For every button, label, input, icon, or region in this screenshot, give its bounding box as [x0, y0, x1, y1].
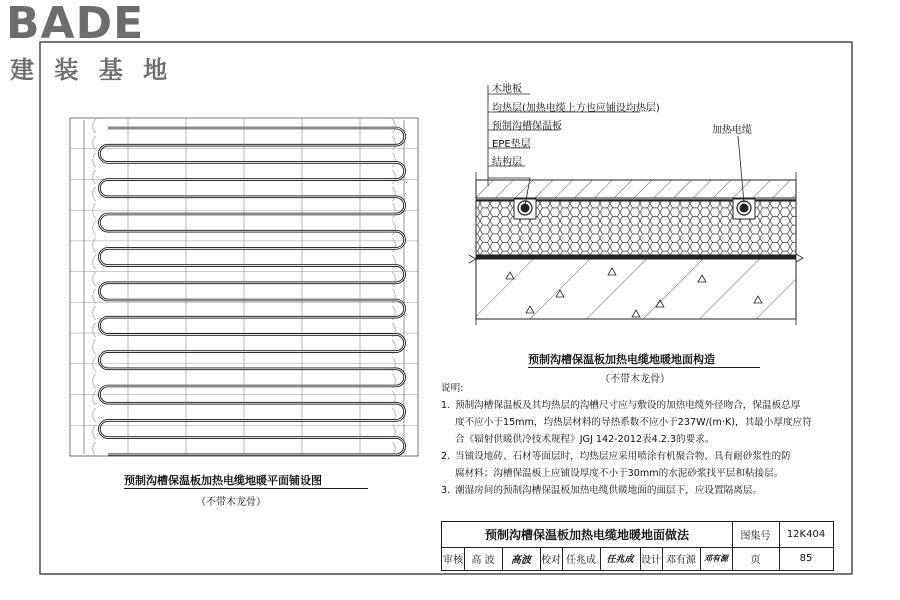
layer-epe: [476, 255, 796, 259]
signature-row: [442, 547, 732, 570]
heating-cable-path: [99, 128, 404, 455]
plan-title-underline: [124, 488, 368, 489]
drawing-title: 预制沟槽保温板加热电缆地暖地面做法: [484, 528, 689, 542]
section-view-subtitle: （不带木龙骨）: [600, 374, 670, 385]
page-number: 85: [799, 553, 813, 564]
notes-block: [441, 380, 841, 499]
designer-name: 邓有源: [666, 555, 696, 566]
layer-label-epe: EPE垫层: [492, 139, 531, 150]
end-groove-arc: [93, 391, 96, 405]
plan-view-drawing: [70, 118, 418, 456]
end-groove-arc: [93, 408, 96, 422]
end-groove-arc: [93, 136, 96, 150]
logo-letter: D: [75, 0, 114, 49]
checker-signature: 任兆成: [606, 555, 634, 565]
layer-label-heat-spreader: 均热层(加热电缆上方也应铺设均热层): [492, 103, 660, 114]
logo-letter: E: [113, 0, 145, 49]
layer-wood-floor: [476, 180, 796, 198]
end-groove-arc: [93, 221, 96, 235]
end-groove-arc: [93, 374, 96, 388]
section-title-underline: [528, 367, 760, 368]
note-line: 度不应小于15mm，均热层材料的导热系数不应小于237W/(m·K)，其最小厚度应符: [455, 417, 812, 428]
review-label: 审核: [443, 555, 463, 566]
atlas-number: 12K404: [786, 529, 826, 540]
plan-board-grid: [70, 118, 418, 456]
end-groove-arc: [392, 238, 395, 252]
end-groove-arc: [93, 323, 96, 337]
notes-heading: 说明:: [441, 383, 464, 394]
end-groove-arc: [93, 170, 96, 184]
note-number: 2.: [441, 451, 451, 462]
end-groove-arc: [392, 170, 395, 184]
heating-cable-core: [99, 128, 404, 455]
end-groove-arc: [93, 187, 96, 201]
design-label: 设计: [641, 555, 661, 566]
end-groove-arc: [93, 340, 96, 354]
note-item: [441, 397, 841, 448]
logo-letter: A: [40, 0, 76, 49]
cable-groove-left: [514, 199, 536, 219]
note-item: [441, 448, 841, 482]
reviewer-name: 高 波: [471, 555, 495, 566]
atlas-label: 图集号: [740, 531, 771, 542]
end-groove-arc: [93, 306, 96, 320]
reviewer-signature: 高波: [511, 555, 531, 566]
layer-label-wood-floor: 木地板: [492, 84, 522, 95]
end-groove-arc: [392, 119, 395, 133]
end-groove-arc: [93, 153, 96, 167]
section-view-title: 预制沟槽保温板加热电缆地暖地面构造: [528, 353, 715, 366]
end-groove-arc: [93, 119, 96, 133]
break-symbol-right: [796, 254, 803, 262]
note-line: 腐材料；沟槽保温板上应铺设厚度不小于30mm的水泥砂浆找平层和粘接层。: [455, 468, 784, 479]
logo-letter: B: [6, 0, 41, 49]
note-item: [441, 482, 841, 499]
plan-view-title: 预制沟槽保温板加热电缆地暖平面铺设图: [124, 474, 322, 487]
title-block: [441, 521, 834, 571]
plan-view-subtitle: （不带木龙骨）: [196, 497, 266, 508]
end-groove-arc: [93, 255, 96, 269]
end-groove-arc: [93, 425, 96, 439]
note-line: 当铺设地砖、石材等面层时，均热层应采用喷涂有机聚合物、具有耐砂浆性的防: [455, 451, 791, 462]
page-label: 页: [750, 555, 761, 566]
layer-label-insulation: 预制沟槽保温板: [492, 121, 562, 132]
note-number: 1.: [441, 400, 451, 411]
end-groove-arc: [93, 238, 96, 252]
end-groove-arc: [93, 442, 96, 456]
check-label: 校对: [541, 555, 561, 566]
break-symbol-left: [469, 255, 476, 263]
end-groove-arc: [392, 204, 395, 218]
logo-subtitle: 建 装 基 地: [10, 56, 174, 84]
end-groove-arc: [93, 289, 96, 303]
layer-label-structure: 结构层: [492, 157, 522, 168]
heating-cable-serpentine: [99, 128, 404, 455]
note-line: 预制沟槽保温板及其均热层的沟槽尺寸应与敷设的加热电缆外径吻合，保温板总厚: [455, 400, 801, 411]
note-line: 潮湿房间的预制沟槽保温板加热电缆供暖地面的面层下，应设置隔离层。: [455, 485, 762, 496]
designer-signature: 邓有源: [704, 553, 728, 563]
end-groove-arc: [392, 187, 395, 201]
note-line: 合《辐射供暖供冷技术规程》JGJ 142-2012表4.2.3的要求。: [455, 434, 715, 445]
end-groove-arc: [392, 221, 395, 235]
end-groove-arc: [392, 136, 395, 150]
end-groove-arc: [93, 204, 96, 218]
checker-name: 任兆成: [566, 555, 596, 566]
end-groove-arc: [392, 153, 395, 167]
notes-list: [441, 397, 841, 499]
end-groove-arc: [93, 272, 96, 286]
note-number: 3.: [441, 485, 451, 496]
cable-label: 加热电缆: [712, 125, 752, 136]
